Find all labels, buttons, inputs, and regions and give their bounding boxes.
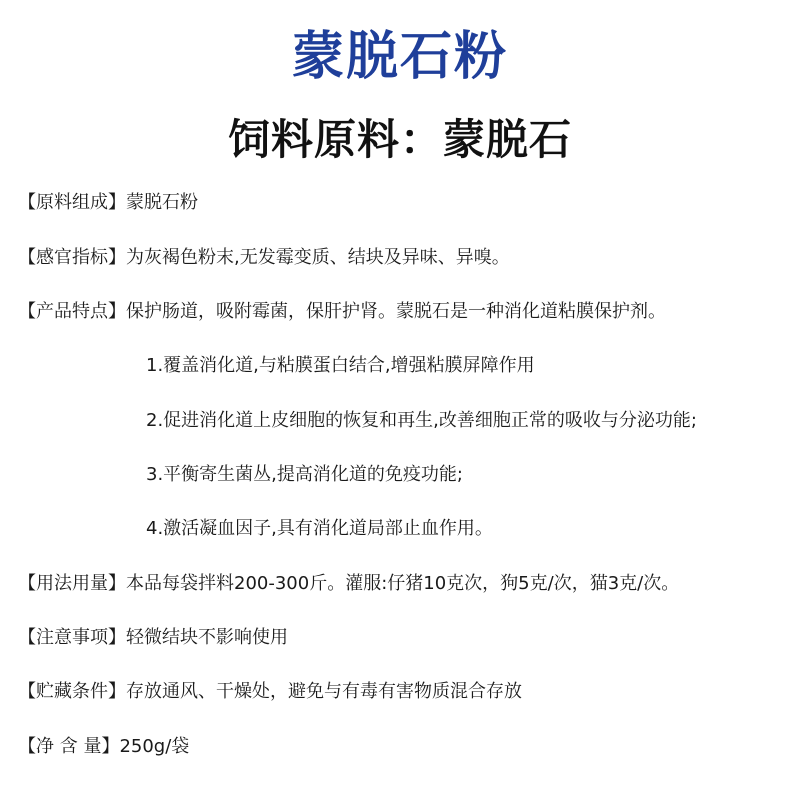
spec-row-notes <box>18 625 288 651</box>
spec-row-storage <box>18 679 522 705</box>
spec-value: 蒙脱石粉 <box>126 192 198 213</box>
spec-value: 存放通风、干燥处，避免与有毒有害物质混合存放 <box>126 681 522 702</box>
page-subtitle: 饲料原料：蒙脱石 <box>227 115 572 164</box>
feature-item: 4.激活凝血因子,具有消化道局部止血作用。 <box>146 518 493 539</box>
spec-value: 保护肠道，吸附霉菌，保肝护肾。蒙脱石是一种消化道粘膜保护剂。 <box>126 301 666 322</box>
spec-label: 【注意事项】 <box>18 627 126 648</box>
spec-row-features <box>18 299 666 325</box>
spec-label: 【贮藏条件】 <box>18 681 126 702</box>
feature-item: 2.促进消化道上皮细胞的恢复和再生,改善细胞正常的吸收与分泌功能; <box>146 410 697 431</box>
spec-row-sensory <box>18 245 510 271</box>
spec-label: 【用法用量】 <box>18 573 126 594</box>
spec-row-net-content <box>18 734 189 760</box>
spec-row-composition <box>18 190 198 216</box>
page-title: 蒙脱石粉 <box>291 27 508 87</box>
spec-row-usage <box>18 571 679 597</box>
spec-value: 本品每袋拌料200-300斤。灌服:仔猪10克次，狗5克/次，猫3克/次。 <box>126 573 680 594</box>
feature-item: 3.平衡寄生菌丛,提高消化道的免疫功能; <box>146 464 463 485</box>
spec-label: 【感官指标】 <box>18 247 126 268</box>
spec-label: 【产品特点】 <box>18 301 126 322</box>
spec-label: 【净 含 量】 <box>18 736 120 757</box>
spec-value: 轻微结块不影响使用 <box>126 627 288 648</box>
spec-value: 为灰褐色粉末,无发霉变质、结块及异味、异嗅。 <box>126 247 510 268</box>
feature-item: 1.覆盖消化道,与粘膜蛋白结合,增强粘膜屏障作用 <box>146 355 535 376</box>
spec-value: 250g/袋 <box>119 736 190 757</box>
spec-label: 【原料组成】 <box>18 192 126 213</box>
